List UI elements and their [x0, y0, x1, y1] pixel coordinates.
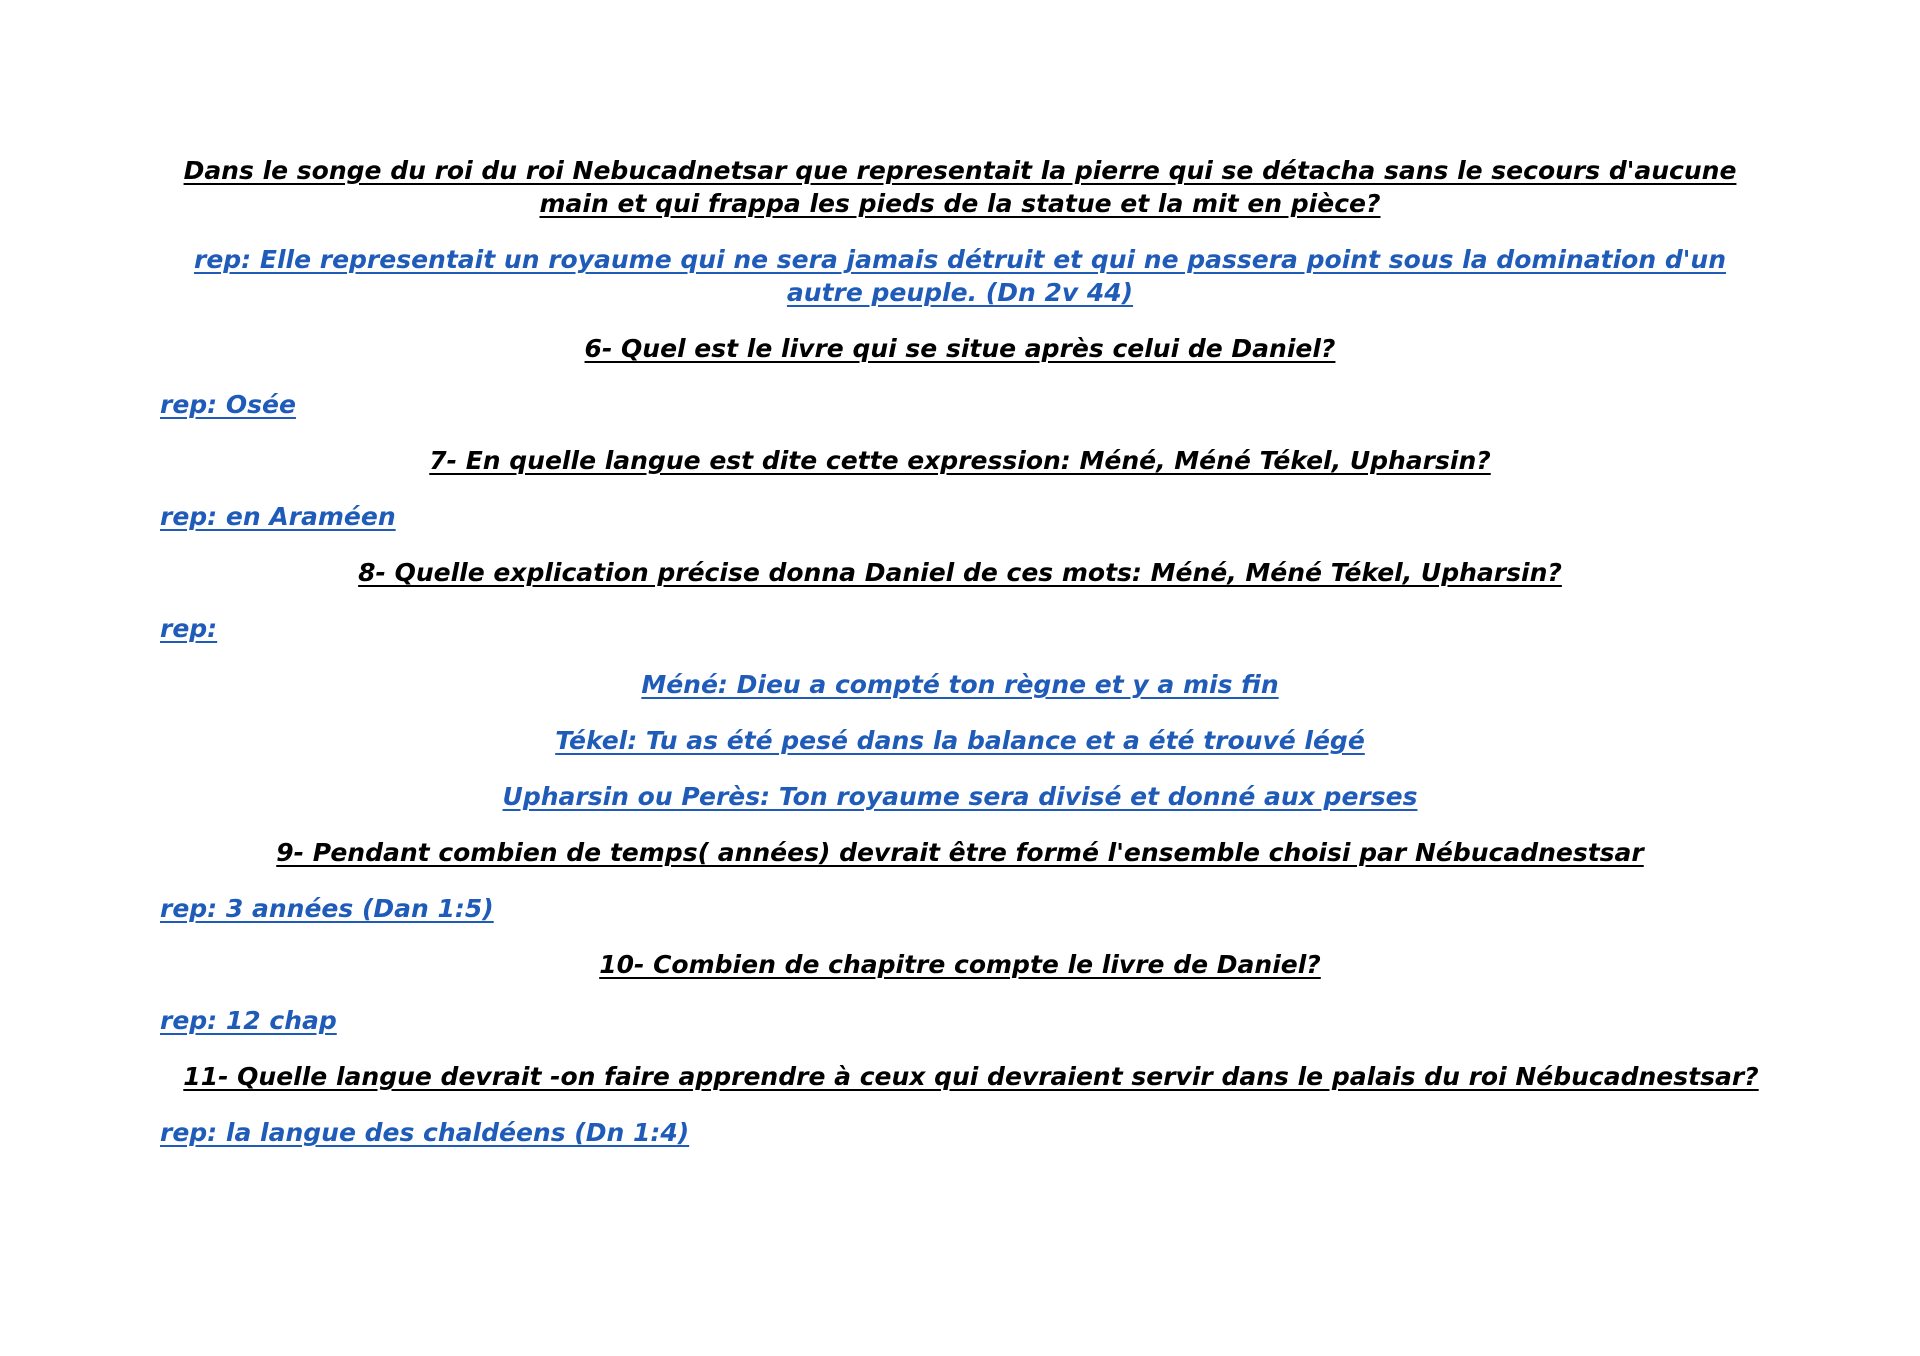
answer-8: rep: — [160, 614, 218, 643]
answer-11: rep: la langue des chaldéens (Dn 1:4) — [160, 1118, 690, 1147]
answer-8-mene: Méné: Dieu a compté ton règne et y a mis fin — [641, 670, 1279, 699]
question-9: 9- Pendant combien de temps( années) devrait être formé l'ensemble choisi par Nébucadnestsar — [276, 838, 1644, 867]
answer-8-tekel: Tékel: Tu as été pesé dans la balance et a été trouvé légé — [555, 726, 1365, 755]
question-7: 7- En quelle langue est dite cette expression: Méné, Méné Tékel, Upharsin? — [429, 446, 1491, 475]
answer-statue-stone: rep: Elle representait un royaume qui ne sera jamais détruit et qui ne passera point sous la domination d'un autre peuple. (Dn 2v 44) — [194, 245, 1726, 307]
question-statue-stone: Dans le songe du roi du roi Nebucadnetsar que representait la pierre qui se détacha sans le secours d'aucune main et qui frappa les pieds de la statue et la mit en pièce? — [183, 156, 1737, 218]
document-page — [160, 154, 1760, 1172]
answer-6: rep: Osée — [160, 390, 296, 419]
question-11: 11- Quelle langue devrait -on faire apprendre à ceux qui devraient servir dans le palais du roi Nébucadnestsar? — [183, 1062, 1759, 1091]
answer-8-upharsin: Upharsin ou Perès: Ton royaume sera divisé et donné aux perses — [502, 782, 1418, 811]
answer-9: rep: 3 années (Dan 1:5) — [160, 894, 494, 923]
question-6: 6- Quel est le livre qui se situe après celui de Daniel? — [584, 334, 1336, 363]
question-8: 8- Quelle explication précise donna Daniel de ces mots: Méné, Méné Tékel, Upharsin? — [358, 558, 1562, 587]
answer-7: rep: en Araméen — [160, 502, 396, 531]
question-10: 10- Combien de chapitre compte le livre de Daniel? — [599, 950, 1321, 979]
answer-10: rep: 12 chap — [160, 1006, 337, 1035]
